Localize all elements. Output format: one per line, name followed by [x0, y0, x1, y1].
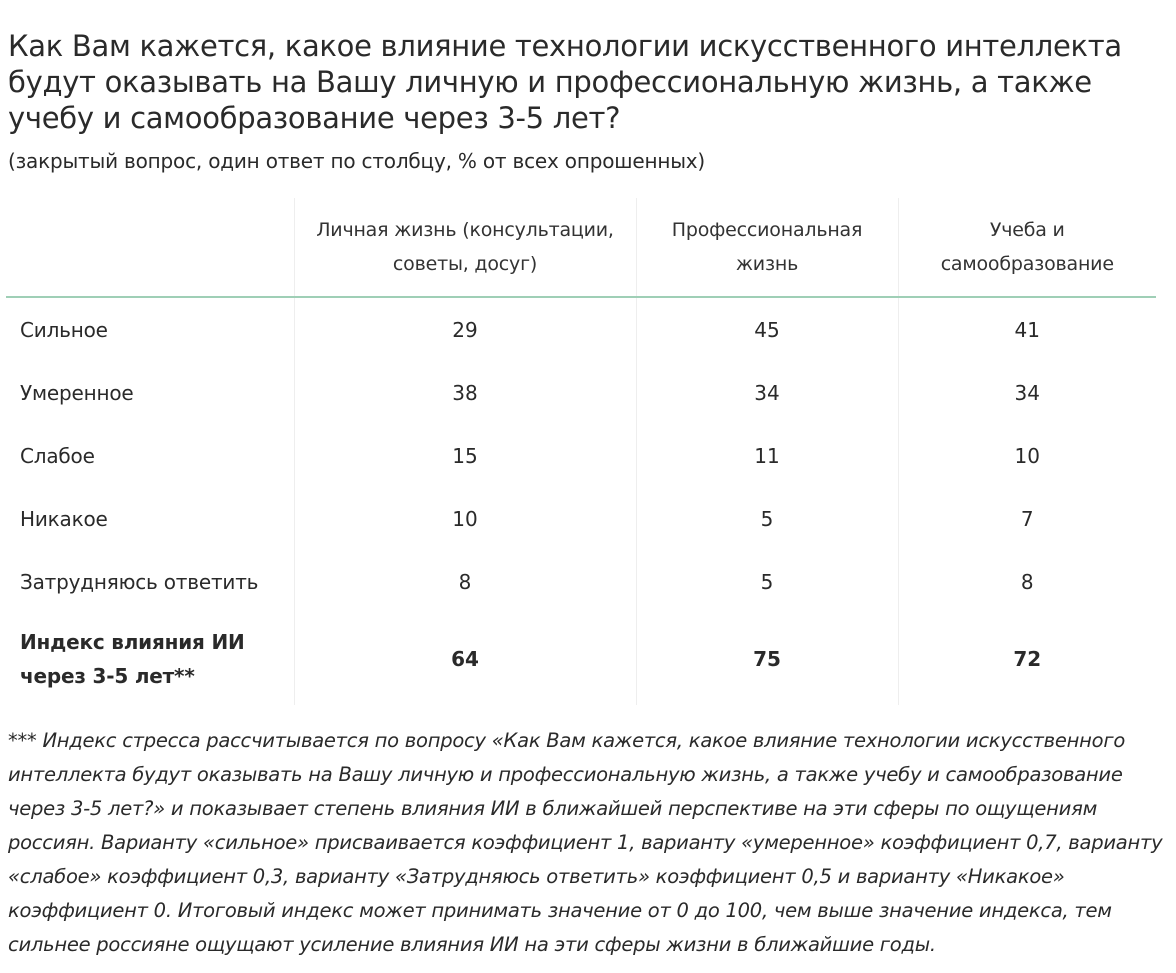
total-personal: 64	[294, 613, 636, 705]
table-total-row	[6, 613, 1156, 705]
cell-personal: 38	[294, 361, 636, 424]
row-label: Сильное	[20, 317, 108, 342]
total-professional: 75	[636, 613, 898, 705]
cell-professional: 5	[636, 487, 898, 550]
row-label: Слабое	[20, 443, 95, 468]
cell-study: 34	[898, 361, 1156, 424]
header-professional-life: Профессиональная жизнь	[636, 198, 898, 297]
table-header-row	[6, 198, 1156, 297]
cell-study: 8	[898, 550, 1156, 613]
total-study: 72	[898, 613, 1156, 705]
cell-personal: 29	[294, 297, 636, 361]
row-label: Умеренное	[20, 380, 134, 405]
results-table	[6, 198, 1156, 705]
cell-study: 7	[898, 487, 1156, 550]
table-row	[6, 297, 1156, 361]
header-empty-cell	[6, 198, 294, 297]
cell-professional: 34	[636, 361, 898, 424]
cell-professional: 11	[636, 424, 898, 487]
cell-personal: 8	[294, 550, 636, 613]
cell-study: 10	[898, 424, 1156, 487]
header-study: Учеба и самообразование	[898, 198, 1156, 297]
table-row	[6, 550, 1156, 613]
cell-study: 41	[898, 297, 1156, 361]
header-personal-life: Личная жизнь (консультации, советы, досуг)	[294, 198, 636, 297]
cell-professional: 45	[636, 297, 898, 361]
total-row-label: Индекс влияния ИИ через 3-5 лет**	[20, 630, 245, 688]
page-title: Как Вам кажется, какое влияние технологии искусственного интеллекта будут оказывать на Вашу личную и профессиональную жизнь, а также учебу и самообразование через 3-5 лет?	[8, 29, 1122, 135]
cell-professional: 5	[636, 550, 898, 613]
cell-personal: 10	[294, 487, 636, 550]
table-row	[6, 424, 1156, 487]
table-row	[6, 487, 1156, 550]
page-subtitle: (закрытый вопрос, один ответ по столбцу, % от всех опрошенных)	[8, 149, 706, 173]
cell-personal: 15	[294, 424, 636, 487]
row-label: Затрудняюсь ответить	[20, 569, 259, 594]
footnote: *** Индекс стресса рассчитывается по вопросу «Как Вам кажется, какое влияние технологии искусственного интеллекта будут оказывать на Вашу личную и профессиональную жизнь, а также учебу и самообразование через 3-5 лет?» и показывает степень влияния ИИ в ближайшей перспективе на эти сферы по ощущениям россиян. Варианту «сильное» присваивается коэффициент 1, варианту «умеренное» коэффициент 0,7, варианту «слабое» коэффициент 0,3, варианту «Затрудняюсь ответить» коэффициент 0,5 и варианту «Никакое» коэффициент 0. Итоговый индекс может принимать значение от 0 до 100, чем выше значение индекса, тем сильнее россияне ощущают усиление влияния ИИ на эти сферы жизни в ближайшие годы.	[8, 729, 1163, 956]
table-row	[6, 361, 1156, 424]
row-label: Никакое	[20, 506, 108, 531]
